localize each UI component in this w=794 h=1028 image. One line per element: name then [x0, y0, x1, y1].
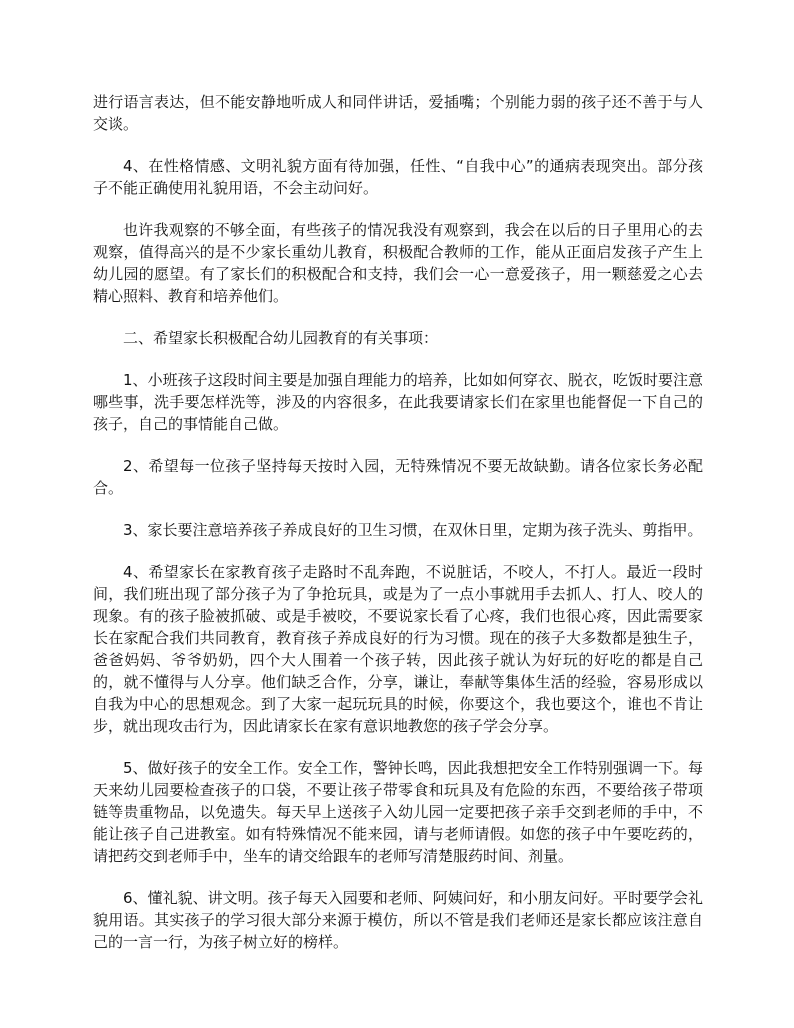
section-heading-parent-cooperation: 二、希望家长积极配合幼儿园教育的有关事项： [123, 329, 439, 347]
paragraph-item-4-behavior: 4、希望家长在家教育孩子走路时不乱奔跑，不说脏话，不咬人，不打人。最近一段时间，我们班出现了部分孩子为了争抢玩具，或是为了一点小事就用手去抓人、打人、咬人的现象。有的孩子脸被抓破、或是手被咬，不要说家长看了心疼，我们也很心疼，因此需要家长在家配合我们共同教育，教育孩子养成良好的行为习惯。现在的孩子大多数都是独生子，爸爸妈妈、爷爷奶奶，四个大人围着一个孩子转，因此孩子就认为好玩的好吃的都是自己的，就不懂得与人分享。他们缺乏合作，分享，谦让，奉献等集体生活的经验，容易形成以自我为中心的思想观念。到了大家一起玩玩具的时候，你要这个，我也要这个，谁也不肯让步，就出现攻击行为，因此请家长在家有意识地教您的孩子学会分享。 [93, 563, 703, 735]
paragraph-item-4-manners: 4、在性格情感、文明礼貌方面有待加强，任性、“自我中心”的通病表现突出。部分孩子不能正确使用礼貌用语，不会主动问好。 [93, 157, 703, 197]
paragraph-observation-summary: 也许我观察的不够全面，有些孩子的情况我没有观察到，我会在以后的日子里用心的去观察，值得高兴的是不少家长重幼儿教育，积极配合教师的工作，能从正面启发孩子产生上幼儿园的愿望。有了家长们的积极配合和支持，我们会一心一意爱孩子，用一颗慈爱之心去精心照料、教育和培养他们。 [93, 221, 703, 305]
document-body [93, 91, 703, 973]
paragraph-item-5-safety: 5、做好孩子的安全工作。安全工作，警钟长鸣，因此我想把安全工作特别强调一下。每天来幼儿园要检查孩子的口袋，不要让孩子带零食和玩具及有危险的东西，不要给孩子带项链等贵重物品，以免遗失。每天早上送孩子入幼儿园一定要把孩子亲手交到老师的手中，不能让孩子自己进教室。如有特殊情况不能来园，请与老师请假。如您的孩子中午要吃药的，请把药交到老师手中，坐车的请交给跟车的老师写清楚服药时间、剂量。 [93, 759, 703, 865]
paragraph-item-2-attendance: 2、希望每一位孩子坚持每天按时入园，无特殊情况不要无故缺勤。请各位家长务必配合。 [93, 457, 703, 497]
paragraph-item-1-self-care: 1、小班孩子这段时间主要是加强自理能力的培养，比如如何穿衣、脱衣，吃饭时要注意哪些事，洗手要怎样洗等，涉及的内容很多，在此我要请家长们在家里也能督促一下自己的孩子，自己的事情能自己做。 [93, 371, 703, 433]
paragraph-continuation: 进行语言表达，但不能安静地听成人和同伴讲话，爱插嘴；个别能力弱的孩子还不善于与人交谈。 [93, 93, 703, 133]
paragraph-item-3-hygiene: 3、家长要注意培养孩子养成良好的卫生习惯，在双休日里，定期为孩子洗头、剪指甲。 [123, 521, 703, 539]
paragraph-item-6-courtesy: 6、懂礼貌、讲文明。孩子每天入园要和老师、阿姨问好，和小朋友问好。平时要学会礼貌用语。其实孩子的学习很大部分来源于模仿，所以不管是我们老师还是家长都应该注意自己的一言一行，为孩子树立好的榜样。 [93, 889, 703, 951]
